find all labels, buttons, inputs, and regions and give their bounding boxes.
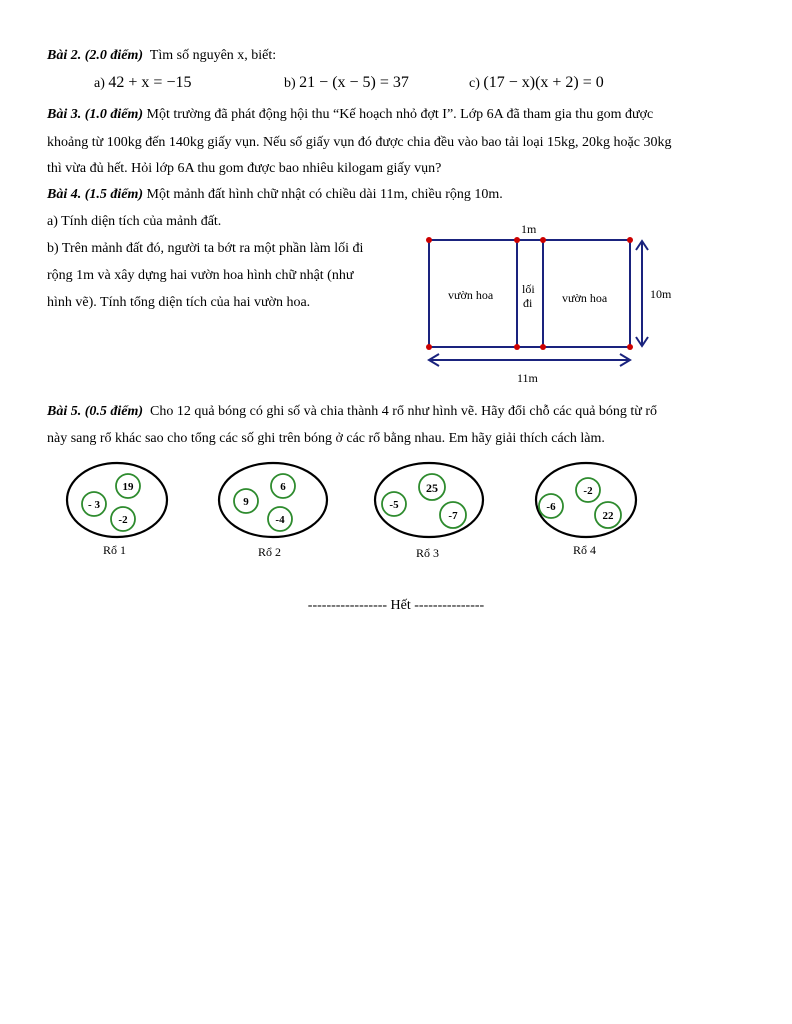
path-label-1: lối: [522, 282, 535, 296]
bai3-text-1: Một trường đã phát động hội thu “Kế hoạch nhỏ đợt I”. Lớp 6A đã tham gia thu gom được: [146, 107, 654, 122]
ball: [382, 492, 406, 516]
ball-number: 25: [426, 481, 438, 495]
ball-number: - 3: [88, 499, 100, 511]
ball-number: 22: [602, 510, 614, 522]
bai2-c-expr: (17 − x)(x + 2) = 0: [483, 74, 604, 91]
bai4-text: Một mảnh đất hình chữ nhật có chiều dài 11m, chiều rộng 10m.: [146, 187, 503, 202]
ball-number: -5: [389, 499, 399, 511]
bai5-line1: [47, 403, 657, 421]
bai4-title: Bài 4. (1.5 điểm): [47, 187, 144, 202]
ball: [271, 474, 295, 498]
length-arrow: [429, 354, 630, 366]
ball: [576, 478, 600, 502]
ball: [116, 474, 140, 498]
bai3-line3: thì vừa đủ hết. Hỏi lớp 6A thu gom được bao nhiêu kilogam giấy vụn?: [47, 161, 442, 176]
bai2-b-expr: 21 − (x − 5) = 37: [299, 74, 409, 91]
ball-number: -4: [275, 514, 285, 526]
bai4-part-b-1: b) Trên mảnh đất đó, người ta bớt ra một phần làm lối đi: [47, 241, 364, 256]
bai2-a-expr: 42 + x = −15: [108, 74, 192, 91]
bai2-c-label: c): [469, 76, 480, 91]
basket-4: [536, 463, 636, 537]
ball: [419, 474, 445, 500]
basket-2: [219, 463, 327, 537]
bai2-b-label: b): [284, 76, 296, 91]
ball-number: 19: [122, 481, 134, 493]
ball-number: -7: [448, 510, 458, 522]
bai3-line2: khoảng từ 100kg đến 140kg giấy vụn. Nếu số giấy vụn đó được chia đều vào bao tải loại 15kg, 20kg hoặc 30kg: [47, 135, 672, 150]
path-width-label: 1m: [521, 222, 537, 236]
ball-number: 9: [243, 496, 249, 508]
ball: [234, 489, 258, 513]
ball-number: -2: [118, 514, 128, 526]
bai2-a-label: a): [94, 76, 105, 91]
bai4-part-b-3: hình vẽ). Tính tổng diện tích của hai vườn hoa.: [47, 295, 311, 310]
basket-1: [67, 463, 167, 537]
ball: [440, 502, 466, 528]
bai5-line2: này sang rổ khác sao cho tổng các số ghi trên bóng ở các rổ bằng nhau. Em hãy giải thích cách làm.: [47, 431, 605, 446]
ball-number: 6: [280, 481, 286, 493]
ball: [268, 507, 292, 531]
bai3-title: Bài 3. (1.0 điểm): [47, 107, 144, 122]
left-garden-label: vườn hoa: [448, 288, 494, 302]
land-diagram: [0, 0, 792, 400]
bai4-part-b-2: rộng 1m và xây dựng hai vườn hoa hình chữ nhật (như: [47, 268, 354, 283]
basket-2-label: Rổ 2: [258, 545, 282, 559]
basket-4-label: Rổ 4: [573, 543, 597, 557]
basket-3-label: Rổ 3: [416, 546, 440, 560]
basket-3: [375, 463, 483, 537]
bai4-part-a: a) Tính diện tích của mảnh đất.: [47, 214, 222, 229]
ball: [111, 507, 135, 531]
bai2-title: Bài 2. (2.0 điểm): [47, 48, 144, 63]
height-label: 10m: [650, 287, 672, 301]
ball: [82, 492, 106, 516]
ball: [539, 494, 563, 518]
width-arrow: [636, 241, 648, 346]
bai5-text-1: Cho 12 quả bóng có ghi số và chia thành 4 rổ như hình vẽ. Hãy đổi chỗ các quả bóng từ rổ: [150, 404, 658, 419]
ball-number: -2: [583, 485, 593, 497]
basket-1-label: Rổ 1: [103, 543, 127, 557]
end-marker: ----------------- Hết ---------------: [307, 598, 485, 613]
length-label: 11m: [517, 371, 538, 385]
right-garden-label: vườn hoa: [562, 291, 608, 305]
ball-number: -6: [546, 501, 556, 513]
bai2-text: Tìm số nguyên x, biết:: [149, 48, 277, 63]
ball: [595, 502, 621, 528]
path-label-2: đi: [523, 296, 533, 310]
bai5-title: Bài 5. (0.5 điểm): [47, 404, 144, 419]
